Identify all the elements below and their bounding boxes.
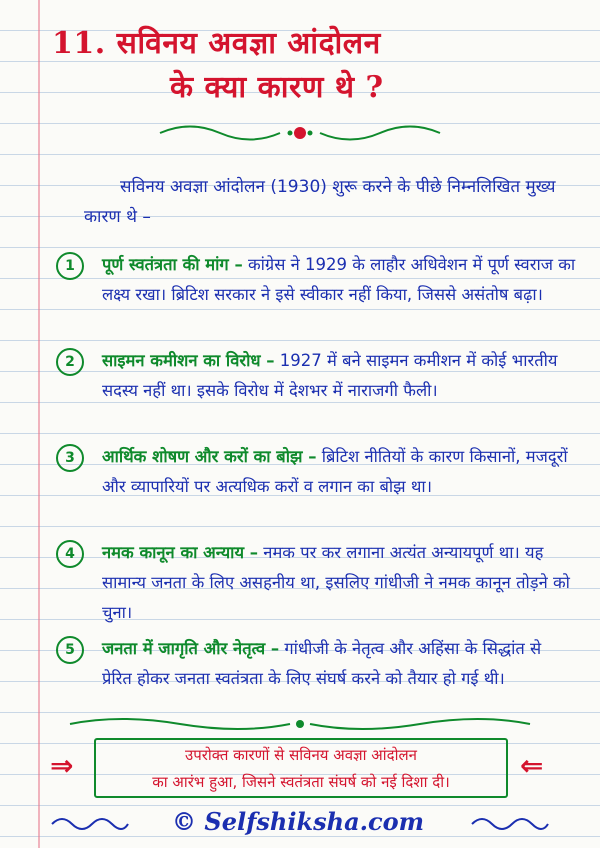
swirl-left-icon xyxy=(50,814,130,834)
point-1 xyxy=(56,250,576,310)
conclusion-line-1: उपरोक्त कारणों से सविनय अवज्ञा आंदोलन xyxy=(185,746,417,764)
point-3 xyxy=(56,442,576,502)
point-heading: जनता में जागृति और नेतृत्व – xyxy=(102,639,280,658)
page-title xyxy=(52,22,582,110)
point-4 xyxy=(56,538,576,628)
title-line-1: 11. सविनय अवज्ञा आंदोलन xyxy=(52,26,381,61)
point-text: गांधीजी के नेतृत्व और अहिंसा के सिद्धांत से प्रेरित होकर जनता स्वतंत्रता के लिए संघर्ष करने को तैयार हो गई थी। xyxy=(102,639,542,688)
conclusion-line-2: का आरंभ हुआ, जिसने स्वतंत्रता संघर्ष को नई दिशा दी। xyxy=(152,773,450,791)
title-divider xyxy=(0,118,600,148)
brand-link[interactable]: © Selfshiksha.com xyxy=(172,807,424,836)
intro-text: सविनय अवज्ञा आंदोलन (1930) शुरू करने के पीछे निम्नलिखित मुख्य कारण थे – xyxy=(84,177,556,227)
title-line-2: के क्या कारण थे ? xyxy=(170,70,384,105)
intro-paragraph xyxy=(84,172,574,232)
conclusion-box xyxy=(94,738,508,798)
point-heading: नमक कानून का अन्याय – xyxy=(102,543,259,562)
point-heading: आर्थिक शोषण और करों का बोझ – xyxy=(102,447,317,466)
point-2 xyxy=(56,346,576,406)
point-number: 1 xyxy=(56,252,84,280)
point-heading: पूर्ण स्वतंत्रता की मांग – xyxy=(102,255,243,274)
point-heading: साइमन कमीशन का विरोध – xyxy=(102,351,275,370)
point-number: 5 xyxy=(56,636,84,664)
point-text: 1927 में बने साइमन कमीशन में कोई भारतीय सदस्य नहीं था। इसके विरोध में देशभर में नाराजगी फैली। xyxy=(102,351,558,400)
point-number: 3 xyxy=(56,444,84,472)
arrow-right-icon: ⇒ xyxy=(50,749,74,782)
point-5 xyxy=(56,634,576,694)
point-text: नमक पर कर लगाना अत्यंत अन्यायपूर्ण था। यह सामान्य जनता के लिए असहनीय था, इसलिए गांधीजी ने नमक कानून तोड़ने को चुना। xyxy=(102,543,570,622)
point-number: 2 xyxy=(56,348,84,376)
point-text: कांग्रेस ने 1929 के लाहौर अधिवेशन में पूर्ण स्वराज का लक्ष्य रखा। ब्रिटिश सरकार ने इसे स्वीकार नहीं किया, जिससे असंतोष बढ़ा। xyxy=(102,255,576,304)
point-text: ब्रिटिश नीतियों के कारण किसानों, मजदूरों और व्यापारियों पर अत्यधिक करों व लगान का बोझ था। xyxy=(102,447,568,496)
point-number: 4 xyxy=(56,540,84,568)
arrow-left-icon: ⇐ xyxy=(520,749,544,782)
swirl-right-icon xyxy=(470,814,550,834)
footer xyxy=(0,800,600,844)
